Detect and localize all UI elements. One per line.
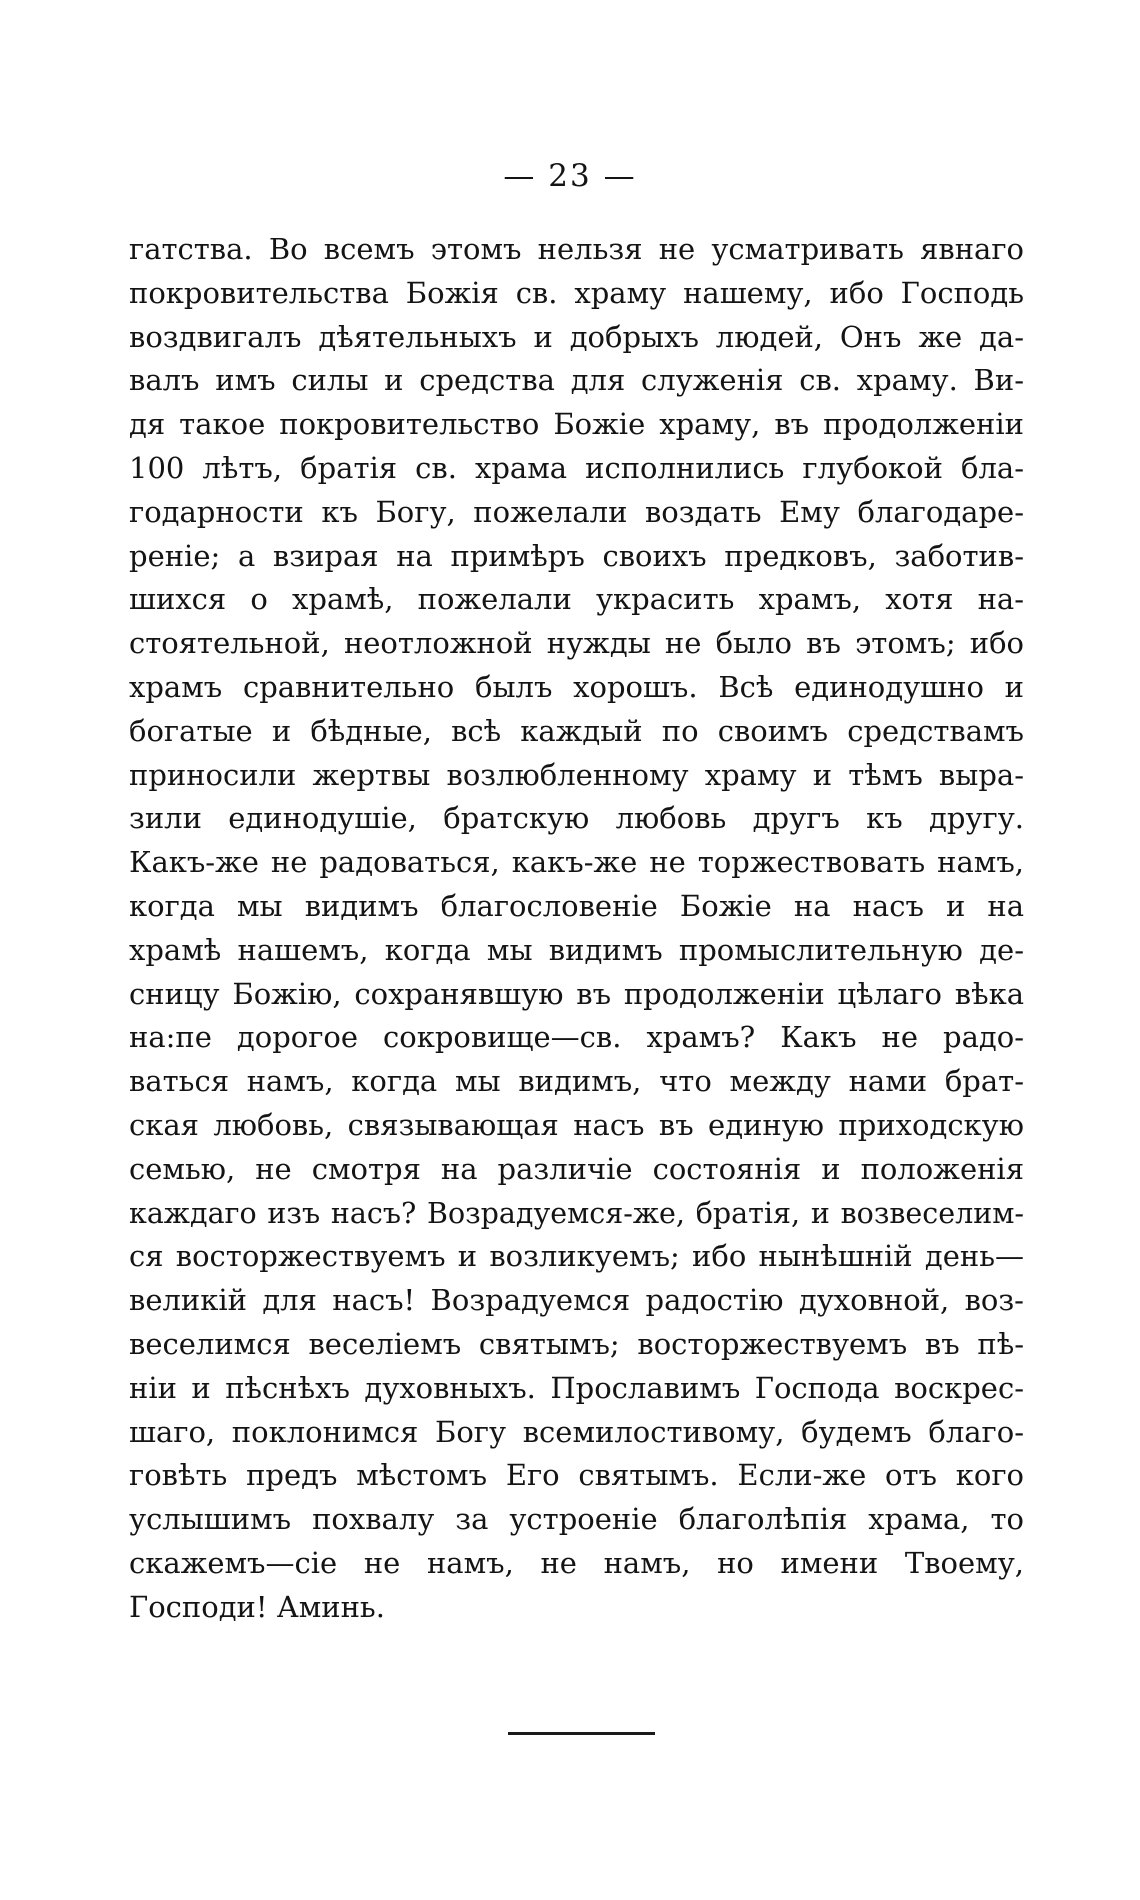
text-line: храмѣ нашемъ, когда мы видимъ промыслительную де-: [129, 932, 1024, 967]
text-line: храмъ сравнительно былъ хорошъ. Всѣ единодушно и: [129, 669, 1024, 704]
text-line: гатства. Во всемъ этомъ нельзя не усматривать явнаго: [129, 232, 1024, 266]
text-line: великій для насъ! Возрадуемся радостію духовной, воз-: [129, 1283, 1024, 1318]
text-line: годарности къ Богу, пожелали воздать Ему благодаре-: [129, 494, 1024, 529]
text-line: ская любовь, связывающая насъ въ единую приходскую: [129, 1107, 1024, 1142]
text-line: дя такое покровительство Божіе храму, въ продолженіи: [129, 407, 1024, 442]
text-line: стоятельной, неотложной нужды не было въ этомъ; ибо: [129, 626, 1024, 661]
end-divider: [508, 1732, 655, 1735]
text-line: шаго, поклонимся Богу всемилостивому, будемъ благо-: [129, 1414, 1024, 1449]
text-line: валъ имъ силы и средства для служенія св. храму. Ви-: [129, 363, 1024, 398]
text-line: сницу Божію, сохранявшую въ продолженіи цѣлаго вѣка: [129, 976, 1024, 1011]
text-line-last: Господи! Аминь.: [129, 1589, 385, 1624]
text-line: воздвигалъ дѣятельныхъ и добрыхъ людей, Онъ же да-: [129, 319, 1024, 354]
text-line: каждаго изъ насъ? Возрадуемся-же, братія, и возвеселим-: [129, 1196, 1024, 1230]
text-line: на:пе дорогое сокровище—св. храмъ? Какъ не радо-: [129, 1020, 1024, 1055]
text-line: Какъ-же не радоваться, какъ-же не торжествовать намъ,: [129, 845, 1024, 880]
text-line: когда мы видимъ благословеніе Божіе на насъ и на: [129, 888, 1024, 923]
text-line: покровительства Божія св. храму нашему, ибо Господь: [129, 275, 1024, 310]
text-line: богатые и бѣдные, всѣ каждый по своимъ средствамъ: [129, 713, 1024, 748]
text-line: скажемъ—сіе не намъ, не намъ, но имени Твоему,: [129, 1545, 1024, 1580]
text-line: реніе; а взирая на примѣръ своихъ предковъ, заботив-: [129, 538, 1024, 573]
text-line: ніи и пѣснѣхъ духовныхъ. Прославимъ Господа воскрес-: [129, 1370, 1024, 1405]
text-line: веселимся веселіемъ святымъ; восторжествуемъ въ пѣ-: [129, 1326, 1024, 1361]
text-line: услышимъ похвалу за устроеніе благолѣпія храма, то: [129, 1502, 1024, 1537]
text-line: зили единодушіе, братскую любовь другъ къ другу.: [129, 801, 1024, 836]
text-line: приносили жертвы возлюбленному храму и тѣмъ выра-: [129, 757, 1024, 792]
text-line: ся восторжествуемъ и возликуемъ; ибо нынѣшній день—: [129, 1239, 1024, 1274]
text-line: ваться намъ, когда мы видимъ, что между нами брат-: [129, 1064, 1024, 1099]
page-number: — 23 —: [503, 158, 637, 194]
text-line: говѣть предъ мѣстомъ Его святымъ. Если-же отъ кого: [129, 1458, 1024, 1493]
text-line: семью, не смотря на различіе состоянія и положенія: [129, 1151, 1024, 1186]
body-text: [129, 228, 1024, 1630]
text-line: 100 лѣтъ, братія св. храма исполнились глубокой бла-: [129, 450, 1024, 485]
text-line: шихся о храмѣ, пожелали украсить храмъ, хотя на-: [129, 582, 1024, 617]
